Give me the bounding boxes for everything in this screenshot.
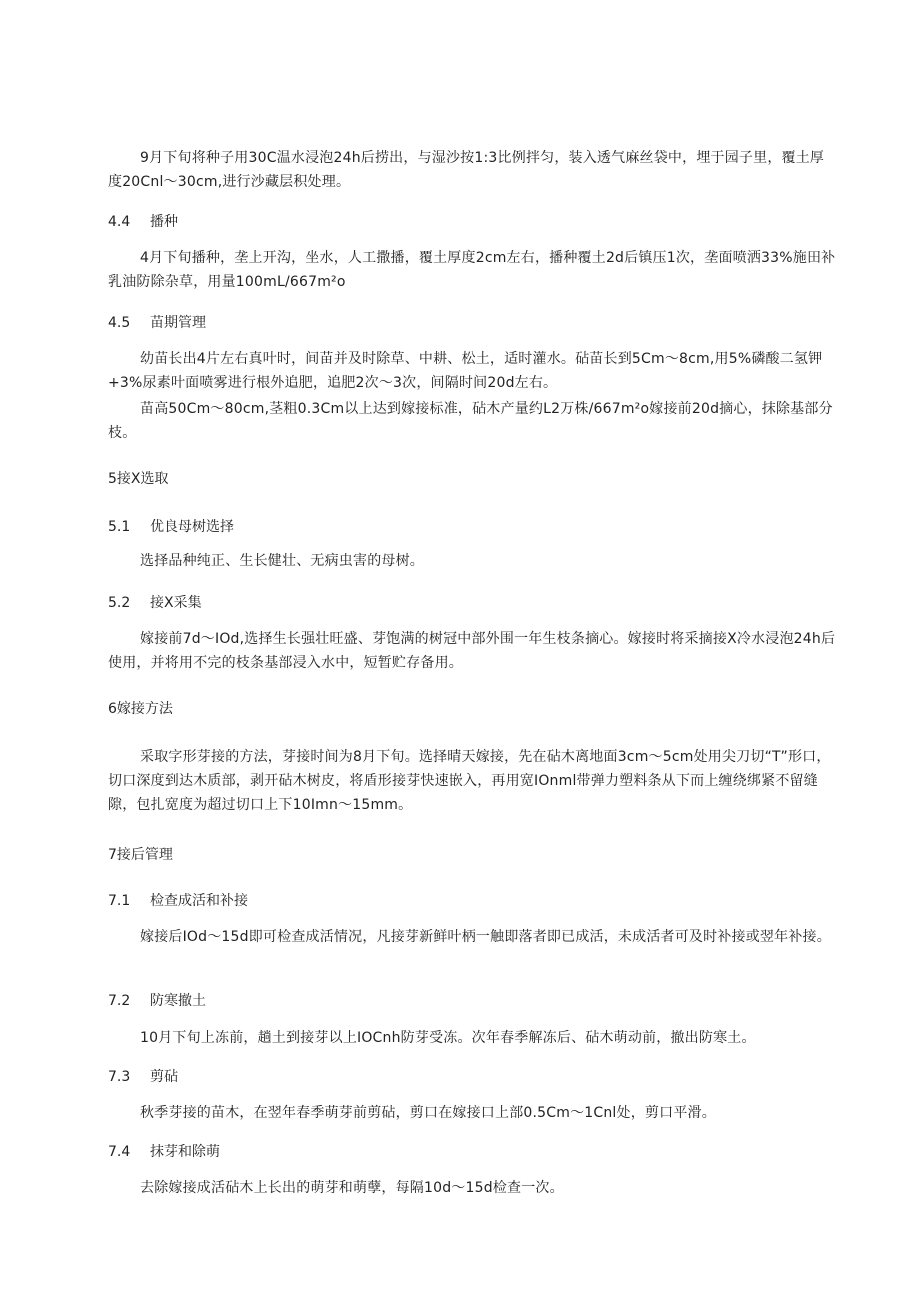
heading-title: 接X采集 <box>150 595 202 611</box>
heading-title: 苗期管理 <box>150 315 206 331</box>
heading-title: 抹芽和除萌 <box>150 1144 220 1160</box>
heading-title: 剪砧 <box>150 1069 178 1085</box>
heading-number: 7.3 <box>108 1069 131 1085</box>
heading-7-4 <box>108 1140 220 1164</box>
heading-6: 6嫁接方法 <box>108 701 173 717</box>
heading-number: 7.2 <box>108 993 131 1009</box>
paragraph-sowing: 4月下旬播种，垄上开沟，坐水，人工撒播，覆土厚度2cm左右，播种覆土2d后镇压1次，垄面喷洒33%施田补乳油防除杂草，用量100mL/667m²o <box>108 250 836 290</box>
heading-number: 4.4 <box>108 214 131 230</box>
paragraph-seedling-management-2: 苗高50Cm～80cm,茎粗0.3Cm以上达到嫁接标准，砧木产量约L2万株/667m²o嫁接前20d摘心，抹除基部分枝。 <box>108 401 833 441</box>
heading-number: 4.5 <box>108 315 131 331</box>
heading-7-2 <box>108 989 206 1013</box>
paragraph-survival-check: 嫁接后IOd～15d即可检查成活情况，凡接芽新鲜叶柄一触即落者即已成活，未成活者可及时补接或翌年补接。 <box>140 929 831 945</box>
heading-7: 7接后管理 <box>108 847 173 863</box>
heading-7-3 <box>108 1065 178 1089</box>
heading-title: 优良母树选择 <box>150 519 234 535</box>
paragraph-sprout-removal: 去除嫁接成活砧木上长出的萌芽和萌孽，每隔10d～15d检查一次。 <box>140 1180 564 1196</box>
heading-4-5 <box>108 311 206 335</box>
heading-5: 5接X选取 <box>108 471 169 487</box>
paragraph-seedling-management-1: 幼苗长出4片左右真叶时，间苗并及时除草、中耕、松土，适时灌水。砧苗长到5Cm～8cm,用5%磷酸二氢钾+3%尿素叶面喷雾进行根外追肥，追肥2次～3次，间隔时间20d左右。 <box>108 351 823 391</box>
heading-4-4 <box>108 210 178 234</box>
heading-7-1 <box>108 889 248 913</box>
paragraph-seed-stratification: 9月下旬将种子用30C温水浸泡24h后捞出，与湿沙按1:3比例拌匀，装入透气麻丝袋中，埋于园子里，覆土厚度20Cnl～30cm,进行沙藏层积处理。 <box>108 150 825 190</box>
paragraph-cold-protection: 10月下旬上冻前，趟土到接芽以上IOCnh防芽受冻。次年春季解冻后、砧木萌动前，撤出防寒土。 <box>140 1030 756 1046</box>
paragraph-grafting-method: 采取字形芽接的方法，芽接时间为8月下旬。选择晴天嫁接，先在砧木离地面3cm～5cm处用尖刀切“T”形口，切口深度到达木质部，剥开砧木树皮，将盾形接芽快速嵌入，再用宽IOnml带弹力塑料条从下而上缠绕绑紧不留缝隙，包扎宽度为超过切口上下10Imn～15mm。 <box>108 749 831 813</box>
heading-number: 5.2 <box>108 595 131 611</box>
paragraph-scion-collection: 嫁接前7d～IOd,选择生长强壮旺盛、芽饱满的树冠中部外围一年生枝条摘心。嫁接时将采摘接X冷水浸泡24h后使用，并将用不完的枝条基部浸入水中，短暂贮存备用。 <box>108 631 836 671</box>
heading-title: 防寒撤土 <box>150 993 206 1009</box>
heading-number: 5.1 <box>108 519 131 535</box>
heading-number: 7.4 <box>108 1144 131 1160</box>
heading-5-2 <box>108 591 202 615</box>
heading-title: 检查成活和补接 <box>150 893 248 909</box>
heading-number: 7.1 <box>108 893 131 909</box>
heading-5-1 <box>108 515 234 539</box>
paragraph-mother-tree: 选择品种纯正、生长健壮、无病虫害的母树。 <box>140 553 424 569</box>
heading-title: 播种 <box>150 214 178 230</box>
paragraph-rootstock-cutting: 秋季芽接的苗木，在翌年春季萌芽前剪砧，剪口在嫁接口上部0.5Cm～1Cnl处，剪口平滑。 <box>140 1105 716 1121</box>
